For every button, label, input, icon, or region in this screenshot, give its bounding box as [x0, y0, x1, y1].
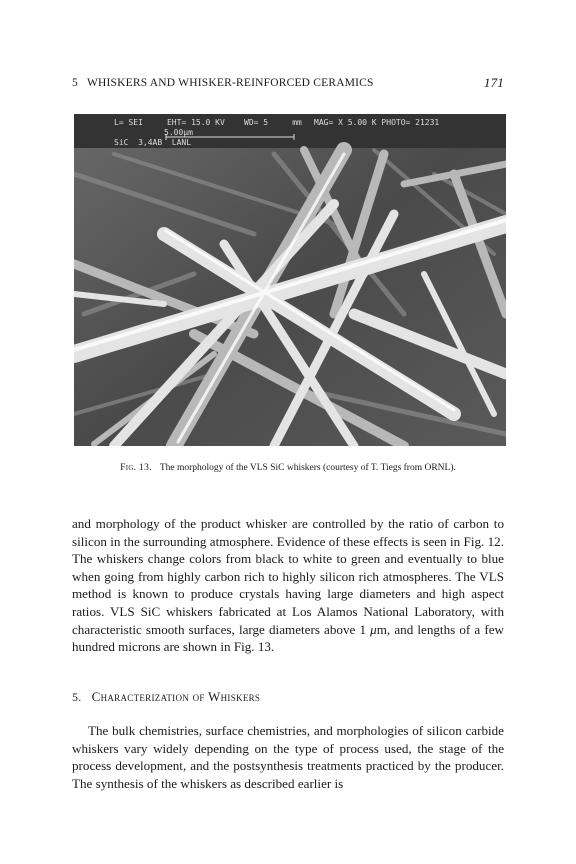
- mu-symbol: μ: [370, 621, 377, 637]
- sem-micrograph: [74, 114, 506, 446]
- paragraph-1-text-a: and morphology of the product whisker are controlled by the ratio of carbon to silicon in the surrounding atmosphere. Evidence of these effects is seen in Fig. 12. The whiskers change colors from black to white to green and eventually to blue when going from highly carbon rich to highly silicon rich atmospheres. The VLS method is known to produce crystals having large diameters and high aspect ratios. VLS SiC whiskers fabricated at Los Alamos National Laboratory, with characteristic smooth surfaces, large diameters above 1: [72, 516, 504, 637]
- paragraph-1-text-b: m, and lengths of a few hundred microns are shown in Fig. 13.: [72, 621, 504, 655]
- sem-info-line1: L= SEI EHT= 15.0 KV WD= 5 mm: [114, 118, 302, 127]
- figure-label: Fig. 13.: [120, 463, 152, 473]
- sem-sample-label: SiC 3,4AB LANL: [114, 138, 192, 147]
- page-number: 171: [483, 75, 504, 90]
- section-heading: [72, 689, 504, 705]
- paragraph-1: [72, 515, 504, 656]
- sem-info-magnification: MAG= X 5.00 K PHOTO= 21231: [314, 118, 440, 127]
- caption-text: The morphology of the VLS SiC whiskers (courtesy of T. Tiegs from ORNL).: [159, 463, 456, 473]
- chapter-title: 5 WHISKERS AND WHISKER-REINFORCED CERAMICS: [72, 77, 374, 89]
- figure-caption: [72, 463, 504, 473]
- sem-scale-label: 5.00µm: [164, 128, 193, 137]
- whisker-image: [74, 114, 506, 446]
- section-number: 5.: [72, 690, 82, 704]
- section-title: Characterization of Whiskers: [91, 689, 261, 704]
- paragraph-2: The bulk chemistries, surface chemistries, and morphologies of silicon carbide whiskers vary widely depending on the type of process used, the stage of the process development, and the postsynthesis treatments practiced by the producer. The synthesis of the whiskers as described earlier is: [72, 723, 504, 791]
